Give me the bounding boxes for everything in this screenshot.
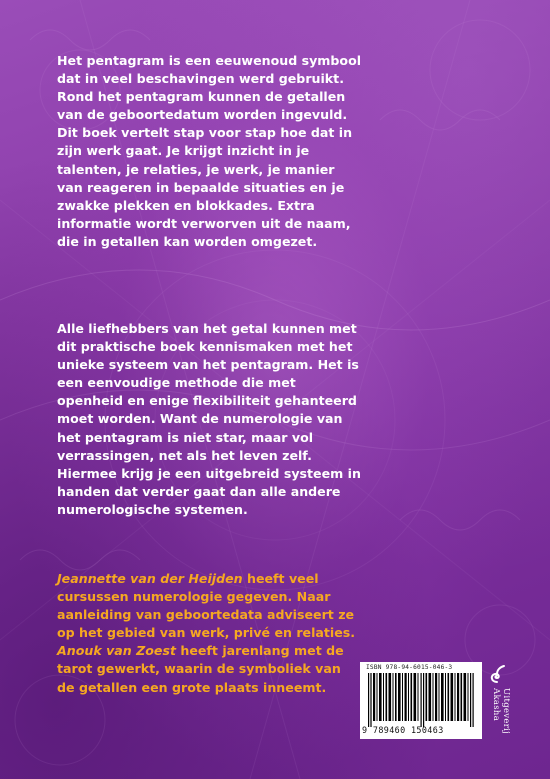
barcode-bars	[368, 673, 476, 727]
spiral-logo-icon	[488, 664, 506, 684]
description-paragraph-1: Het pentagram is een eeuwenoud symbool dat in veel beschavingen werd gebruikt. Rond het pentagram kunnen de getallen van de geboortedatum worden ingevuld. Dit boek vertelt stap voor stap hoe dat in zijn werk gaat. Je krijgt inzicht in je talenten, je relaties, je werk, je manier van reageren in bepaalde situaties en je zwakke plekken en blokkades. Extra informatie wordt verworven uit de naam, die in getallen kan worden omgezet.	[57, 53, 362, 249]
publisher-imprint	[485, 662, 517, 744]
description-paragraph-2: Alle liefhebbers van het getal kunnen met dit praktische boek kennismaken met het unieke systeem van het pentagram. Het is een eenvoudige methode die met openheid en enige flexibiliteit gehanteerd moet worden. Want de numerologie van het pentagram is niet star, maar vol verrassingen, net als het leven zelf. Hiermee krijg je een uitgebreid systeem in handen dat verder gaat dan alle andere numerologische systemen.	[57, 321, 361, 517]
author1-name: Jeannette van der Heijden	[57, 571, 243, 586]
isbn-barcode	[360, 662, 482, 739]
author-bio-paragraph	[57, 570, 362, 697]
author2-bio: heeft jarenlang met de tarot gewerkt, waarin de symboliek van de getallen een grote plaats inneemt.	[57, 643, 344, 695]
author2-name: Anouk van Zoest	[57, 643, 176, 659]
author1-bio: heeft veel cursussen numerologie gegeven. Naar aanleiding van geboortedata adviseert ze op het gebied van werk, privé en relaties.	[57, 571, 356, 641]
isbn-label: ISBN 978-94-6015-046-3	[366, 664, 453, 671]
barcode-number: 9 789460 150463	[362, 725, 444, 735]
publisher-name: Uitgeverij Akasha	[491, 688, 511, 735]
